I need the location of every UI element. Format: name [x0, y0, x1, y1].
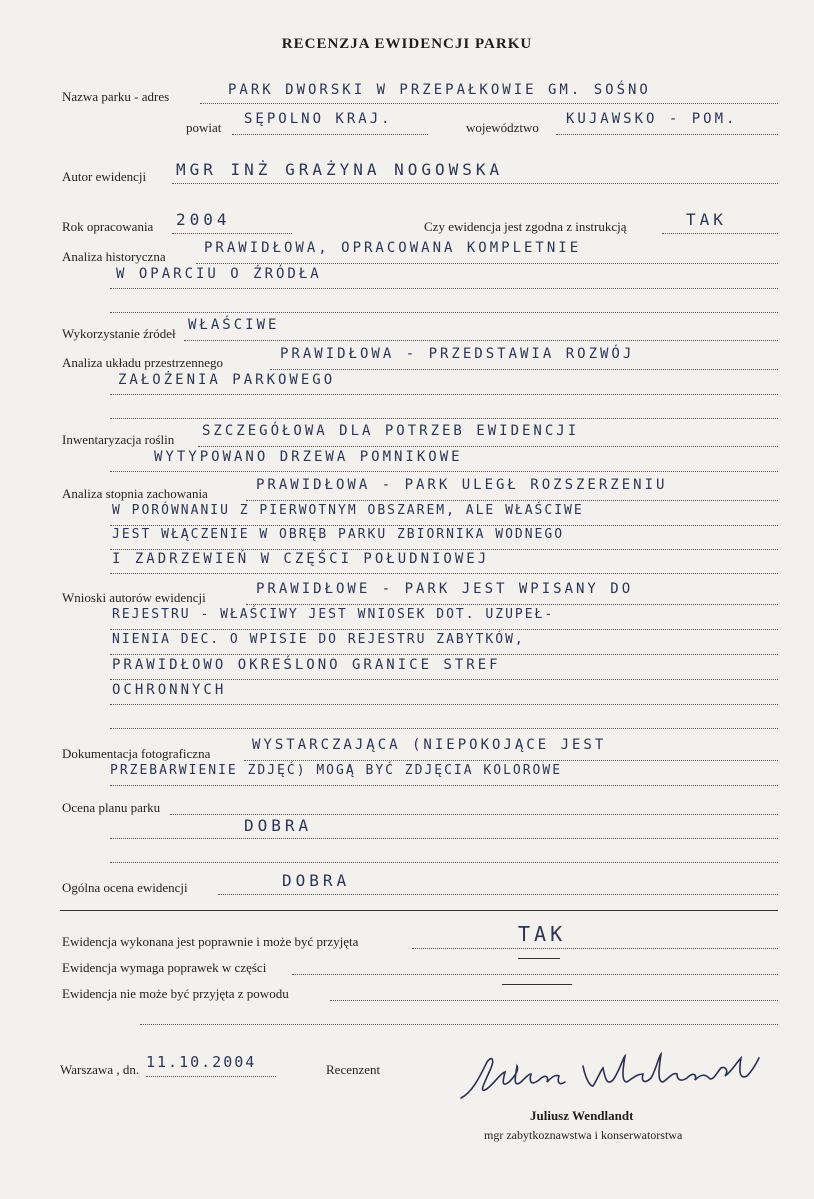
- line-wnioski-2: [110, 629, 778, 630]
- line-dokumentacja-2: [110, 785, 778, 786]
- value-ogolna-ocena: DOBRA: [282, 871, 351, 890]
- value-wojewodztwo: KUJAWSKO - POM.: [566, 111, 738, 127]
- label-powiat: powiat: [186, 120, 222, 135]
- value-analiza-ukladu-2: ZAŁOŻENIA PARKOWEGO: [118, 372, 336, 388]
- value-dokumentacja-2: PRZEBARWIENIE ZDJĘĆ) MOGĄ BYĆ ZDJĘCIA KOLOROWE: [110, 763, 563, 778]
- value-inwentaryzacja-2: WYTYPOWANO DRZEWA POMNIKOWE: [154, 449, 463, 465]
- label-analiza-historyczna: Analiza historyczna: [62, 249, 166, 264]
- line-park-name: [200, 103, 778, 104]
- separator-line: [60, 910, 778, 911]
- value-zrodla: WŁAŚCIWE: [188, 317, 280, 333]
- value-wykonana: TAK: [518, 922, 567, 946]
- line-stopien-2: [110, 525, 778, 526]
- line-ocena-planu-3: [110, 862, 778, 863]
- line-nie-przyjeta-2: [140, 1024, 778, 1025]
- line-inwentaryzacja-1: [198, 446, 778, 447]
- line-wnioski-4: [110, 679, 778, 680]
- label-poprawki: Ewidencja wymaga poprawek w części: [62, 960, 267, 975]
- line-inwentaryzacja-2: [110, 471, 778, 472]
- value-dokumentacja-1: WYSTARCZAJĄCA (NIEPOKOJĄCE JEST: [252, 737, 607, 753]
- label-zrodla: Wykorzystanie źródeł: [62, 326, 176, 341]
- value-stopien-1: PRAWIDŁOWA - PARK ULEGŁ ROZSZERZENIU: [256, 477, 668, 493]
- line-autor: [172, 183, 778, 184]
- dash-nie-przyjeta: [502, 984, 572, 985]
- value-ocena-planu: DOBRA: [244, 816, 313, 835]
- line-ocena-planu-1: [170, 814, 778, 815]
- line-wojewodztwo: [556, 134, 778, 135]
- label-autor: Autor ewidencji: [62, 169, 147, 184]
- line-analiza-ukladu-2: [110, 394, 778, 395]
- line-data: [146, 1076, 276, 1077]
- line-analiza-ukladu-3: [110, 418, 778, 419]
- line-wnioski-5: [110, 704, 778, 705]
- value-powiat: SĘPOLNO KRAJ.: [244, 111, 393, 127]
- label-wnioski: Wnioski autorów ewidencji: [62, 590, 206, 605]
- label-wykonana: Ewidencja wykonana jest poprawnie i może być przyjęta: [62, 934, 359, 949]
- line-analiza-historyczna-1: [196, 263, 778, 264]
- value-wnioski-5: OCHRONNYCH: [112, 682, 227, 698]
- line-stopien-4: [110, 573, 778, 574]
- value-wnioski-2: REJESTRU - WŁAŚCIWY JEST WNIOSEK DOT. UZUPEŁ-: [112, 607, 555, 622]
- line-analiza-ukladu-1: [270, 369, 778, 370]
- line-stopien-3: [110, 549, 778, 550]
- line-powiat: [232, 134, 428, 135]
- dash-poprawki: [518, 958, 560, 959]
- line-wnioski-3: [110, 654, 778, 655]
- line-ocena-planu-2: [110, 838, 778, 839]
- label-stopien-zachowania: Analiza stopnia zachowania: [62, 486, 208, 501]
- value-stopien-4: I ZADRZEWIEŃ W CZĘŚCI POŁUDNIOWEJ: [112, 551, 490, 567]
- label-warszawa: Warszawa , dn.: [60, 1062, 140, 1077]
- value-stopien-2: W PORÓWNANIU Z PIERWOTNYM OBSZAREM, ALE WŁAŚCIWE: [112, 503, 584, 518]
- line-wykonana: [412, 948, 778, 949]
- line-rok: [172, 233, 292, 234]
- line-dokumentacja-1: [244, 760, 778, 761]
- line-wnioski-1: [246, 604, 778, 605]
- label-ogolna-ocena: Ogólna ocena ewidencji: [62, 880, 188, 895]
- value-analiza-historyczna-2: W OPARCIU O ŹRÓDŁA: [116, 266, 322, 282]
- line-zgodna: [662, 233, 778, 234]
- label-park-name: Nazwa parku - adres: [62, 89, 170, 104]
- handwritten-signature: [455, 1052, 775, 1104]
- value-wnioski-4: PRAWIDŁOWO OKREŚLONO GRANICE STREF: [112, 657, 501, 673]
- line-zrodla: [184, 340, 778, 341]
- label-analiza-ukladu: Analiza układu przestrzennego: [62, 355, 223, 370]
- value-inwentaryzacja-1: SZCZEGÓŁOWA DLA POTRZEB EWIDENCJI: [202, 423, 580, 439]
- value-wnioski-3: NIENIA DEC. O WPISIE DO REJESTRU ZABYTKÓW,: [112, 632, 525, 647]
- value-zgodna: TAK: [686, 210, 727, 229]
- label-wojewodztwo: województwo: [466, 120, 539, 135]
- signer-title: mgr zabytkoznawstwa i konserwatorstwa: [484, 1128, 683, 1142]
- form-title: RECENZJA EWIDENCJI PARKU: [281, 36, 533, 52]
- value-rok: 2004: [176, 210, 231, 229]
- value-wnioski-1: PRAWIDŁOWE - PARK JEST WPISANY DO: [256, 581, 634, 597]
- signer-name: Juliusz Wendlandt: [530, 1108, 634, 1123]
- label-ocena-planu: Ocena planu parku: [62, 800, 161, 815]
- label-zgodna: Czy ewidencja jest zgodna z instrukcją: [424, 219, 627, 234]
- label-rok: Rok opracowania: [62, 219, 154, 234]
- label-dokumentacja: Dokumentacja fotograficzna: [62, 746, 211, 761]
- value-autor: MGR INŻ GRAŻYNA NOGOWSKA: [176, 160, 504, 179]
- line-stopien-1: [246, 500, 778, 501]
- line-nie-przyjeta-1: [330, 1000, 778, 1001]
- line-wnioski-6: [110, 728, 778, 729]
- line-analiza-historyczna-3: [110, 312, 778, 313]
- value-data: 11.10.2004: [146, 1053, 257, 1071]
- value-analiza-ukladu-1: PRAWIDŁOWA - PRZEDSTAWIA ROZWÓJ: [280, 346, 635, 362]
- label-nie-przyjeta: Ewidencja nie może być przyjęta z powodu: [62, 986, 289, 1001]
- value-park-name: PARK DWORSKI W PRZEPAŁKOWIE GM. SOŚNO: [228, 82, 651, 98]
- line-ogolna-ocena: [218, 894, 778, 895]
- label-inwentaryzacja: Inwentaryzacja roślin: [62, 432, 175, 447]
- value-analiza-historyczna-1: PRAWIDŁOWA, OPRACOWANA KOMPLETNIE: [204, 240, 582, 256]
- line-analiza-historyczna-2: [110, 288, 778, 289]
- line-poprawki: [292, 974, 778, 975]
- label-recenzent: Recenzent: [326, 1062, 381, 1077]
- value-stopien-3: JEST WŁĄCZENIE W OBRĘB PARKU ZBIORNIKA WODNEGO: [112, 527, 565, 542]
